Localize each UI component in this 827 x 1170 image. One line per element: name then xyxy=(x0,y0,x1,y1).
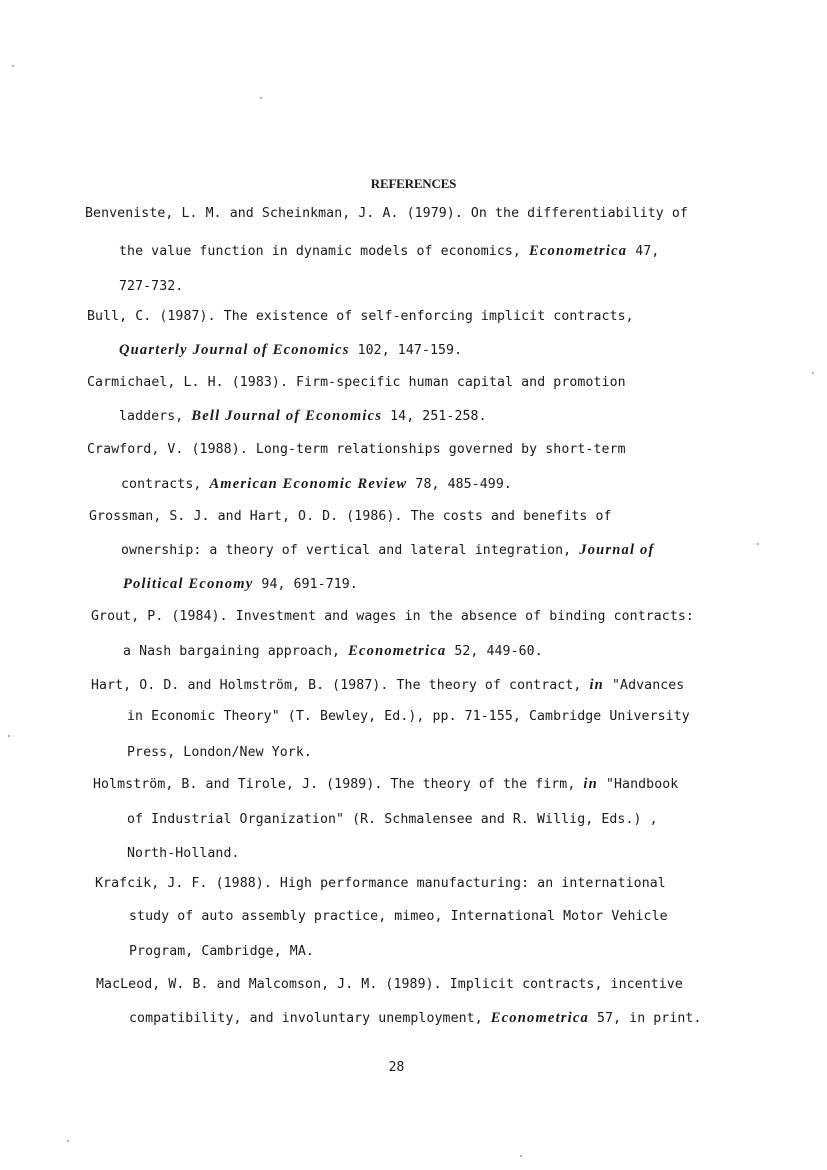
scan-speck xyxy=(757,543,759,545)
reference-line xyxy=(119,408,487,425)
italic-word: in xyxy=(589,677,604,693)
reference-line xyxy=(127,846,240,861)
reference-line xyxy=(129,1010,702,1027)
reference-text: 47, xyxy=(627,244,660,259)
reference-line xyxy=(96,977,683,992)
reference-line xyxy=(87,375,626,390)
scan-speck xyxy=(260,97,262,99)
reference-text: 94, 691-719. xyxy=(253,577,358,592)
reference-line xyxy=(119,279,183,294)
journal-title: Bell Journal of Economics xyxy=(191,408,383,424)
reference-text: Crawford, V. (1988). Long-term relationships governed by short-term xyxy=(87,442,626,457)
reference-text: 78, 485-499. xyxy=(407,477,512,492)
reference-line xyxy=(85,206,688,221)
reference-text: ownership: a theory of vertical and lateral integration, xyxy=(121,543,580,558)
reference-text: North-Holland. xyxy=(127,846,240,861)
reference-line xyxy=(91,609,694,624)
reference-text: 57, in print. xyxy=(588,1011,702,1026)
reference-text: Press, London/New York. xyxy=(127,745,312,760)
reference-text: Grout, P. (1984). Investment and wages in the absence of binding contracts: xyxy=(91,609,694,624)
reference-line xyxy=(123,576,358,593)
reference-line xyxy=(129,944,314,959)
reference-text: compatibility, and involuntary unemployment, xyxy=(129,1011,491,1026)
reference-text: "Handbook xyxy=(597,777,679,792)
italic-word: in xyxy=(583,776,598,792)
scan-speck xyxy=(67,1140,69,1142)
reference-text: 52, 449-60. xyxy=(446,644,543,659)
reference-line xyxy=(127,709,690,724)
references-heading: REFERENCES xyxy=(370,176,457,191)
reference-line xyxy=(127,812,658,827)
reference-line xyxy=(121,542,655,559)
reference-line xyxy=(91,677,684,694)
reference-text: 102, 147-159. xyxy=(349,343,463,358)
scan-speck xyxy=(12,65,14,67)
reference-line xyxy=(127,745,312,760)
reference-text: Hart, O. D. and Holmström, B. (1987). The theory of contract, xyxy=(91,678,590,693)
journal-title: Quarterly Journal of Economics xyxy=(119,342,350,358)
reference-text: "Advances xyxy=(603,678,685,693)
scan-speck xyxy=(812,372,814,374)
scan-speck xyxy=(520,1155,522,1157)
scan-speck xyxy=(8,735,10,737)
reference-line xyxy=(119,342,462,359)
reference-line xyxy=(123,643,543,660)
reference-line xyxy=(121,476,512,493)
reference-text: of Industrial Organization" (R. Schmalensee and R. Willig, Eds.) , xyxy=(127,812,658,827)
reference-text: the value function in dynamic models of economics, xyxy=(119,244,530,259)
reference-text: Grossman, S. J. and Hart, O. D. (1986). The costs and benefits of xyxy=(89,509,612,524)
reference-text: Bull, C. (1987). The existence of self-enforcing implicit contracts, xyxy=(87,309,634,324)
reference-line xyxy=(89,509,612,524)
reference-text: Krafcik, J. F. (1988). High performance manufacturing: an international xyxy=(95,876,666,891)
reference-text: contracts, xyxy=(121,477,210,492)
reference-text: ladders, xyxy=(119,409,192,424)
journal-title: American Economic Review xyxy=(209,476,408,492)
reference-text: Benveniste, L. M. and Scheinkman, J. A. (1979). On the differentiability of xyxy=(85,206,688,221)
reference-line xyxy=(129,909,668,924)
page-number: 28 xyxy=(388,1060,405,1075)
reference-line xyxy=(95,876,666,891)
journal-title: Political Economy xyxy=(123,576,254,592)
reference-text: a Nash bargaining approach, xyxy=(123,644,349,659)
reference-line xyxy=(87,309,634,324)
reference-text: MacLeod, W. B. and Malcomson, J. M. (1989). Implicit contracts, incentive xyxy=(96,977,683,992)
journal-title: Econometrica xyxy=(529,243,628,259)
reference-line xyxy=(87,442,626,457)
reference-text: 727-732. xyxy=(119,279,184,294)
reference-line xyxy=(119,243,659,260)
reference-line xyxy=(93,776,678,793)
journal-title: Journal of xyxy=(579,542,655,558)
reference-text: in Economic Theory" (T. Bewley, Ed.), pp. 71-155, Cambridge University xyxy=(127,709,690,724)
reference-text: Holmström, B. and Tirole, J. (1989). The theory of the firm, xyxy=(93,777,584,792)
reference-text: 14, 251-258. xyxy=(382,409,487,424)
journal-title: Econometrica xyxy=(490,1010,589,1026)
reference-text: Carmichael, L. H. (1983). Firm-specific human capital and promotion xyxy=(87,375,626,390)
journal-title: Econometrica xyxy=(348,643,447,659)
reference-text: study of auto assembly practice, mimeo, International Motor Vehicle xyxy=(129,909,668,924)
reference-text: Program, Cambridge, MA. xyxy=(129,944,314,959)
